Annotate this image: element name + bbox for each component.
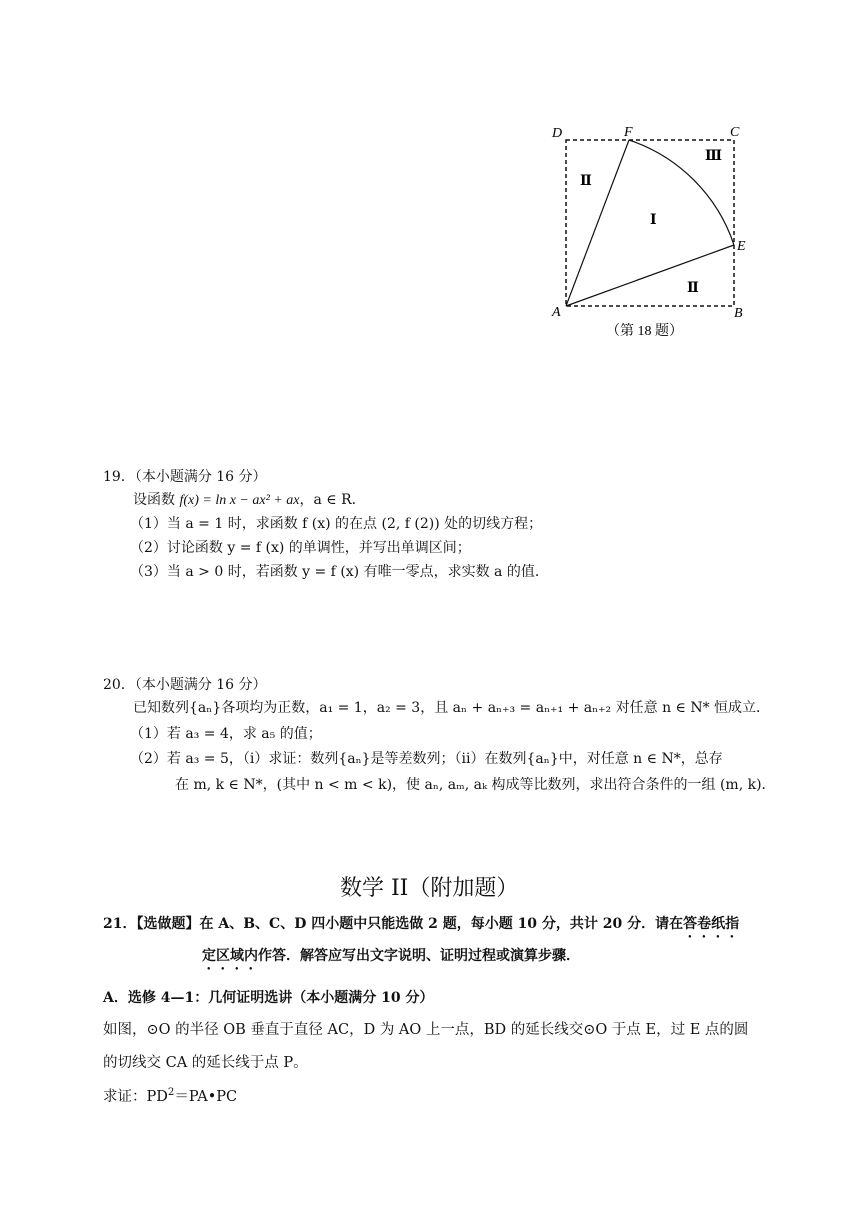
label-c: C bbox=[730, 125, 740, 140]
q20-part-2a: （2）若 a₃ = 5，（i）求证：数列{aₙ}是等差数列；（ii）在数列{aₙ}中，对任意 n ∈ N*，总存 bbox=[130, 751, 723, 767]
q21-prove-pre: 求证：PD bbox=[103, 1089, 168, 1105]
region-3: Ⅲ bbox=[705, 149, 723, 164]
region-2-left: Ⅱ bbox=[580, 174, 592, 189]
q21-sub-a: A．选修 4—1：几何证明选讲（本小题满分 10 分） bbox=[103, 990, 434, 1006]
q19-part-3: （3）当 a > 0 时，若函数 y = f (x) 有唯一零点，求实数 a 的值． bbox=[130, 564, 549, 580]
q19-part-1: （1）当 a = 1 时，求函数 f (x) 的在点 (2, f (2)) 处的切线方程； bbox=[130, 516, 543, 532]
q21-prove bbox=[103, 1087, 237, 1107]
q20-part-2b: 在 m, k ∈ N*，(其中 n < m < k)，使 aₙ, aₘ, aₖ 构成等比数列，求出符合条件的一组 (m, k)． bbox=[175, 777, 776, 793]
q19-intro-pre: 设函数 bbox=[133, 492, 180, 508]
label-e: E bbox=[737, 239, 746, 254]
q21-line-1-emphasis: 答卷纸指 bbox=[683, 916, 740, 932]
segment-af bbox=[566, 140, 629, 306]
section-title: 数学 II（附加题） bbox=[340, 876, 519, 901]
q21-line-2 bbox=[202, 946, 580, 973]
q19-header: 19．（本小题满分 16 分） bbox=[103, 469, 267, 485]
q21-prove-post: ＝PA•PC bbox=[174, 1089, 238, 1105]
figure-caption: （第 18 题） bbox=[606, 324, 683, 339]
q21-line-2-text: 作答．解答应写出文字说明、证明过程或演算步骤． bbox=[258, 948, 580, 964]
q21-line-2-emphasis: 定区域内 bbox=[202, 948, 258, 964]
label-b: B bbox=[734, 306, 743, 321]
q20-intro: 已知数列{aₙ}各项均为正数，a₁ = 1，a₂ = 3，且 aₙ + aₙ₊₃ = aₙ₊₁ + aₙ₊₂ 对任意 n ∈ N* 恒成立． bbox=[133, 700, 771, 716]
q21-line-1 bbox=[103, 914, 739, 941]
q19-intro-mid: (x) = ln x − ax² + ax bbox=[183, 493, 300, 508]
figure-18 bbox=[540, 115, 770, 345]
q20-part-1: （1）若 a₃ = 4，求 a₅ 的值； bbox=[130, 726, 322, 742]
q21-text-2: 的切线交 CA 的延长线于点 P。 bbox=[103, 1055, 308, 1071]
q21-text-1: 如图，⊙O 的半径 OB 垂直于直径 AC，D 为 AO 上一点，BD 的延长线交⊙O 于点 E，过 E 点的圆 bbox=[103, 1022, 749, 1038]
q19-intro-post: ，a ∈ R． bbox=[299, 492, 366, 508]
q20-header: 20．（本小题满分 16 分） bbox=[103, 677, 267, 693]
segment-ae bbox=[566, 245, 734, 306]
label-f: F bbox=[624, 125, 633, 140]
region-1: Ⅰ bbox=[650, 213, 657, 228]
q19-intro bbox=[133, 490, 366, 511]
label-d: D bbox=[552, 126, 563, 141]
label-a: A bbox=[552, 305, 561, 320]
q21-line-1-text: 21．【选做题】在 A、B、C、D 四小题中只能选做 2 题，每小题 10 分，共计 20 分．请在 bbox=[103, 916, 684, 932]
q19-part-2: （2）讨论函数 y = f (x) 的单调性，并写出单调区间； bbox=[130, 540, 471, 556]
q19-intro-func: f bbox=[179, 493, 184, 508]
q21-prove-sup: 2 bbox=[167, 1087, 175, 1099]
region-2-bottom: Ⅱ bbox=[687, 281, 699, 296]
